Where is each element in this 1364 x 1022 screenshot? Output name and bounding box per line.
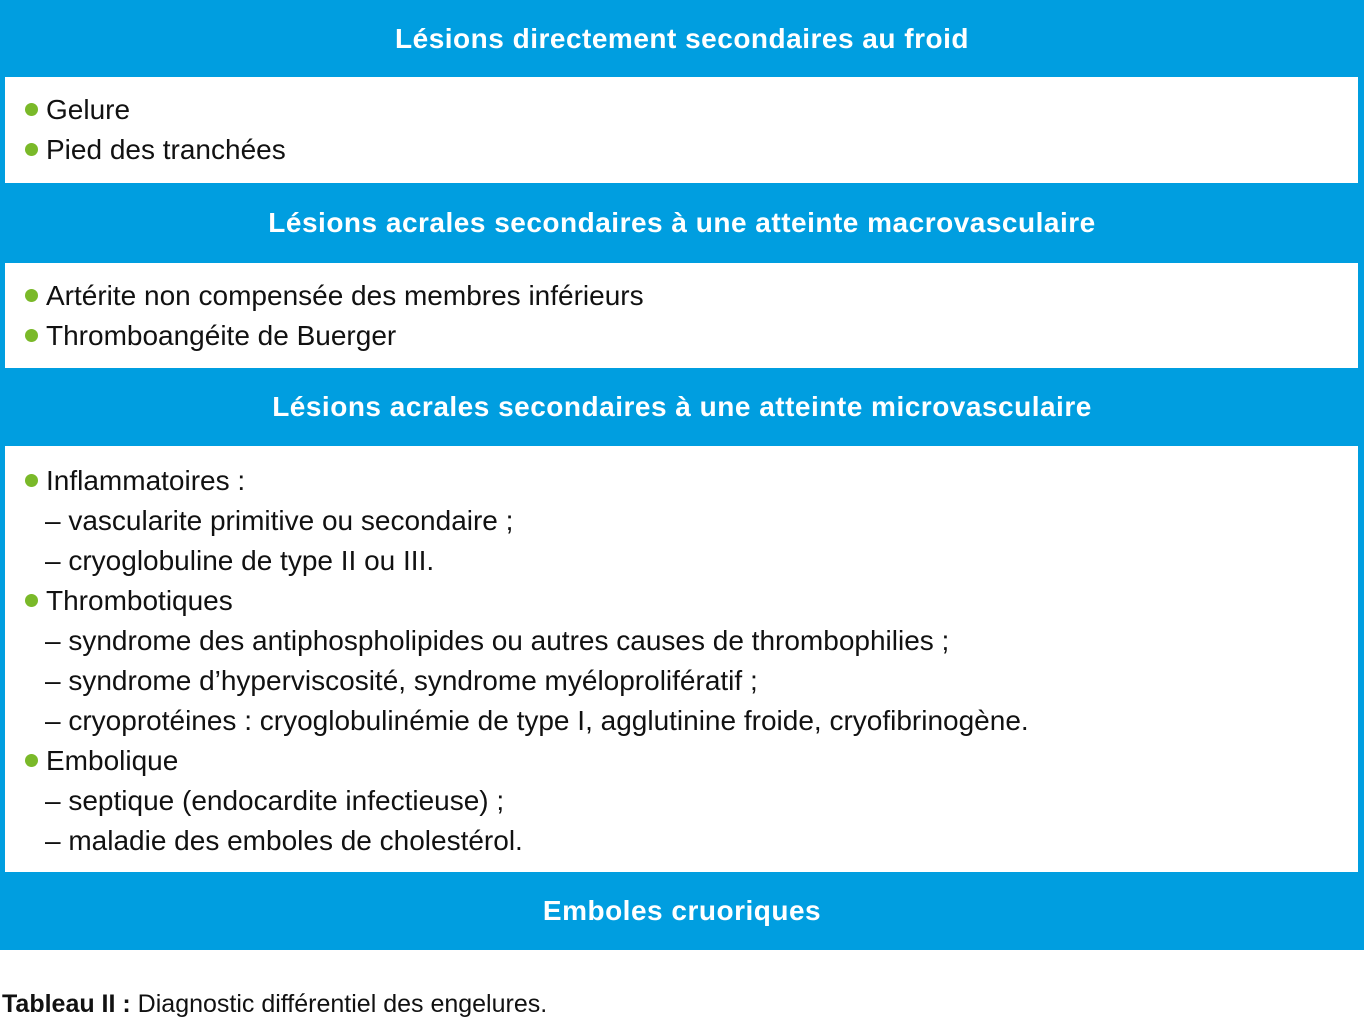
sub-item <box>25 781 1358 821</box>
sub-item <box>25 701 1358 741</box>
section-body <box>5 263 1358 368</box>
sub-item <box>25 661 1358 701</box>
bullet-icon <box>25 103 38 116</box>
section-header <box>0 872 1364 950</box>
item-text: – septique (endocardite infectieuse) ; <box>45 785 505 816</box>
item-text: Inflammatoires : <box>46 465 246 496</box>
section-header-text: Emboles cruoriques <box>542 895 822 926</box>
item-text: Gelure <box>46 94 131 125</box>
item-text: – syndrome des antiphospholipides ou autres causes de thrombophilies ; <box>45 625 950 656</box>
table-caption <box>2 990 547 1019</box>
section-header-text: Lésions acrales secondaires à une atteinte macrovasculaire <box>268 207 1096 238</box>
bullet-icon <box>25 474 38 487</box>
item-text: – maladie des emboles de cholestérol. <box>45 825 523 856</box>
bullet-icon <box>25 143 38 156</box>
item-text: Thromboangéite de Buerger <box>46 320 397 351</box>
sub-item <box>25 501 1358 541</box>
item-text: – vascularite primitive ou secondaire ; <box>45 505 514 536</box>
item-text: Pied des tranchées <box>46 134 286 165</box>
section-header <box>0 0 1364 77</box>
sub-item <box>25 621 1358 661</box>
list-item <box>25 130 1358 170</box>
section-body <box>5 446 1358 872</box>
caption-label: Tableau II : <box>2 990 131 1018</box>
item-text: Thrombotiques <box>46 585 233 616</box>
sub-item <box>25 541 1358 581</box>
list-item <box>25 461 1358 501</box>
caption-text: Diagnostic différentiel des engelures. <box>130 990 548 1018</box>
bullet-icon <box>25 754 38 767</box>
item-text: – cryoglobuline de type II ou III. <box>45 545 435 576</box>
list-item <box>25 581 1358 621</box>
list-item <box>25 90 1358 130</box>
item-text: Embolique <box>46 745 179 776</box>
section-header-text: Lésions acrales secondaires à une atteinte microvasculaire <box>272 391 1092 422</box>
sub-item <box>25 821 1358 861</box>
list-item <box>25 276 1358 316</box>
bullet-icon <box>25 329 38 342</box>
section-body <box>5 77 1358 183</box>
item-text: – syndrome d’hyperviscosité, syndrome myéloprolifératif ; <box>45 665 758 696</box>
list-item <box>25 316 1358 356</box>
section-header <box>0 368 1364 446</box>
bullet-icon <box>25 289 38 302</box>
bullet-icon <box>25 594 38 607</box>
item-text: – cryoprotéines : cryoglobulinémie de type I, agglutinine froide, cryofibrinogène. <box>45 705 1029 736</box>
section-header <box>0 183 1364 263</box>
section-header-text: Lésions directement secondaires au froid <box>395 22 969 54</box>
list-item <box>25 741 1358 781</box>
item-text: Artérite non compensée des membres inférieurs <box>46 280 644 311</box>
